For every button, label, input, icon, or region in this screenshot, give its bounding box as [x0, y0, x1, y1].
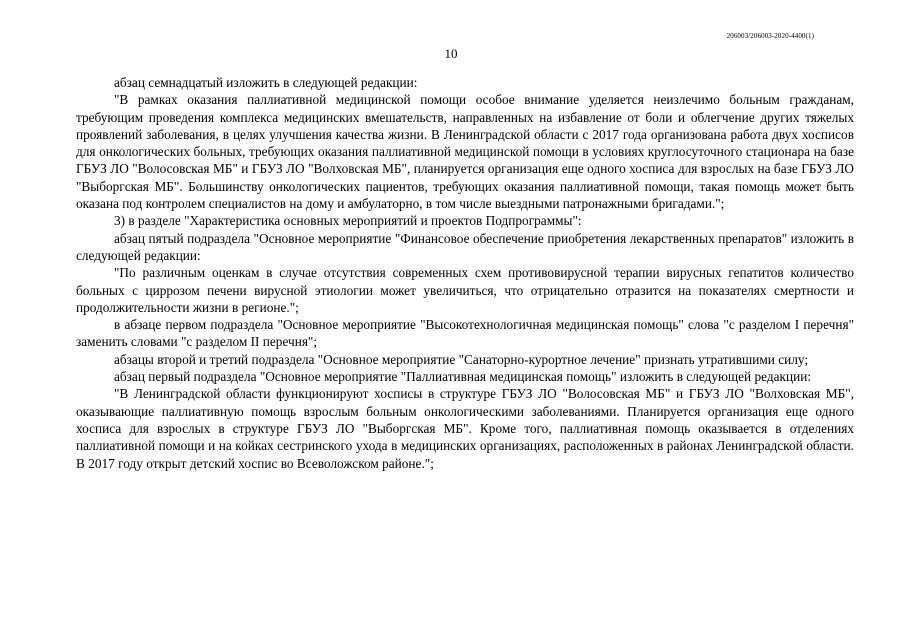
paragraph: абзац первый подраздела "Основное мероприятие "Паллиативная медицинская помощь" изложить в следующей редакции:	[114, 369, 812, 385]
paragraph: абзацы второй и третий подраздела "Основное мероприятие "Санаторно-курортное лечение" признать утратившими силу;	[114, 351, 809, 367]
paragraph: в абзаце первом подраздела "Основное мероприятие "Высокотехнологичная медицинская помощь" слова "с разделом I перечня" заменить словами "с разделом II перечня";	[76, 317, 854, 350]
paragraph: 3) в разделе "Характеристика основных мероприятий и проектов Подпрограммы":	[114, 213, 582, 229]
paragraph: абзац семнадцатый изложить в следующей редакции:	[114, 75, 418, 90]
paragraph: "В рамках оказания паллиативной медицинской помощи особое внимание уделяется неизлечимо больным гражданам, требующим проведения комплекса медицинских вмешательств, направленных на избавление от боли и облегчение других тяжелых проявлений заболевания, в целях улучшения качества жизни. В Ленинградской области с 2017 года организована работа двух хосписов для онкологических больных, требующих оказания паллиативной медицинской помощи в условиях круглосуточного стационара на базе ГБУЗ ЛО "Волосовская МБ" и ГБУЗ ЛО "Волховская МБ", планируется организация еще одного хосписа для взрослых на базе ГБУЗ ЛО "Выборгская МБ". Большинству онкологических пациентов, требующих оказания паллиативной помощи, такая помощь может быть оказана под контролем специалистов на дому и амбулаторно, в том числе выездными патронажными бригадами.";	[76, 92, 854, 212]
paragraph: "В Ленинградской области функционируют хосписы в структуре ГБУЗ ЛО "Волосовская МБ" и ГБУЗ ЛО "Волховская МБ", оказывающие паллиативную помощь взрослым больным онкологическими заболеваниями. Планируется организация еще одного хосписа для взрослых в структуре ГБУЗ ЛО "Выборгская МБ". Кроме того, паллиативная помощь оказывается в отделениях паллиативной помощи и на койках сестринского ухода в медицинских организациях, расположенных в районах Ленинградской области. В 2017 году открыт детский хоспис во Всеволожском районе.";	[76, 386, 854, 471]
page-number: 10	[444, 46, 458, 61]
paragraph: "По различным оценкам в случае отсутствия современных схем противовирусной терапии вирусных гепатитов количество больных с циррозом печени вирусной этиологии может увеличиться, что отрицательно отразится на показателях смертности и продолжительности жизни в регионе.";	[76, 265, 854, 315]
document-body	[76, 74, 854, 472]
paragraph: абзац пятый подраздела "Основное мероприятие "Финансовое обеспечение приобретения лекарственных препаратов" изложить в следующей редакции:	[76, 230, 854, 263]
document-id: 206003/206003-2020-4400(1)	[726, 32, 814, 40]
